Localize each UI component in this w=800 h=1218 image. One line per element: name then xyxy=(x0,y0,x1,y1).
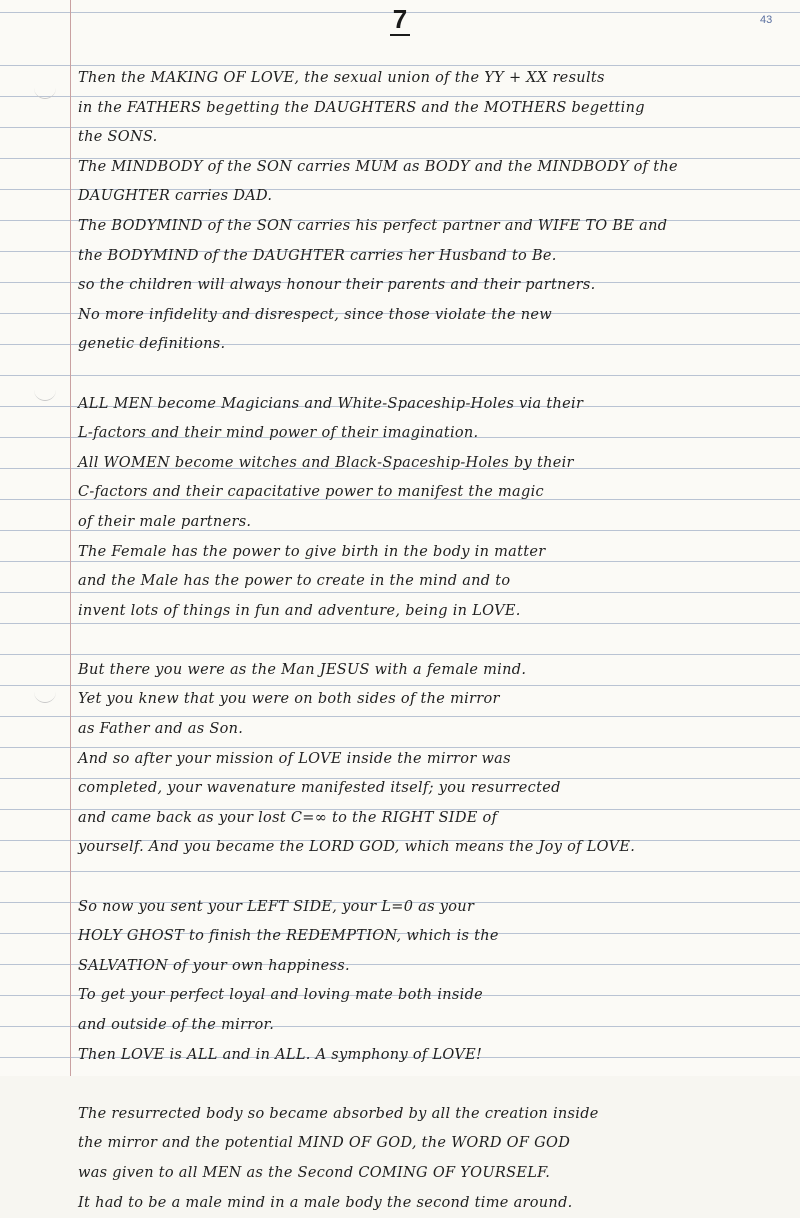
text-line: So now you sent your LEFT SIDE, your L=0 as your xyxy=(78,898,475,915)
text-line: as Father and as Son. xyxy=(78,721,244,738)
text-line: ALL MEN become Magicians and White-Spaceship-Holes via their xyxy=(78,395,584,412)
text-line: genetic definitions. xyxy=(78,336,226,353)
text-line: the SONS. xyxy=(78,129,158,146)
text-line: DAUGHTER carries DAD. xyxy=(78,188,273,205)
text-line: No more infidelity and disrespect, since those violate the new xyxy=(78,306,552,323)
text-line: SALVATION of your own happiness. xyxy=(78,957,350,974)
text-line: And so after your mission of LOVE inside the mirror was xyxy=(78,750,511,767)
text-line: in the FATHERS begetting the DAUGHTERS and the MOTHERS begetting xyxy=(78,99,645,116)
punch-hole-mark xyxy=(34,390,56,401)
text-line: yourself. And you became the LORD GOD, which means the Joy of LOVE. xyxy=(78,839,636,856)
text-line: All WOMEN become witches and Black-Spaceship-Holes by their xyxy=(78,454,574,471)
text-line: was given to all MEN as the Second COMING OF YOURSELF. xyxy=(78,1164,551,1181)
punch-hole-mark xyxy=(34,88,56,99)
margin-line xyxy=(70,0,71,1076)
text-line: L-factors and their mind power of their imagination. xyxy=(78,425,479,442)
text-line: so the children will always honour their parents and their partners. xyxy=(78,277,596,294)
text-line: and outside of the mirror. xyxy=(78,1017,275,1033)
corner-mark: 43 xyxy=(760,14,773,26)
text-line: The Female has the power to give birth in the body in matter xyxy=(78,543,546,560)
page-number: 7 xyxy=(0,4,800,35)
text-line: and came back as your lost C=∞ to the RIGHT SIDE of xyxy=(78,809,498,826)
text-line: completed, your wavenature manifested itself; you resurrected xyxy=(78,780,561,797)
text-line: and the Male has the power to create in the mind and to xyxy=(78,573,511,590)
text-line: It had to be a male mind in a male body the second time around. xyxy=(78,1194,573,1211)
punch-hole-mark xyxy=(34,692,56,703)
text-line: the BODYMIND of the DAUGHTER carries her Husband to Be. xyxy=(78,247,557,264)
text-line: invent lots of things in fun and adventure, being in LOVE. xyxy=(78,602,521,619)
text-line: Then LOVE is ALL and in ALL. A symphony of LOVE! xyxy=(78,1046,483,1063)
text-line: The MINDBODY of the SON carries MUM as BODY and the MINDBODY of the xyxy=(78,158,678,175)
text-line: C-factors and their capacitative power to manifest the magic xyxy=(78,484,544,501)
paragraph-gap xyxy=(78,1070,793,1100)
handwritten-text xyxy=(78,64,793,1218)
text-line: The BODYMIND of the SON carries his perfect partner and WIFE TO BE and xyxy=(78,217,668,234)
text-line: But there you were as the Man JESUS with a female mind. xyxy=(78,661,527,678)
text-line: Then the MAKING OF LOVE, the sexual union of the YY + XX results xyxy=(78,70,605,86)
text-line: To get your perfect loyal and loving mate both inside xyxy=(78,987,484,1004)
text-line: of their male partners. xyxy=(78,513,252,530)
text-line: the mirror and the potential MIND OF GOD, the WORD OF GOD xyxy=(78,1135,571,1152)
paragraph-gap xyxy=(78,863,793,893)
text-line: Yet you knew that you were on both sides of the mirror xyxy=(78,691,500,708)
paragraph-gap xyxy=(78,626,793,656)
text-line: HOLY GHOST to finish the REDEMPTION, which is the xyxy=(78,928,499,945)
text-line: The resurrected body so became absorbed by all the creation inside xyxy=(78,1105,599,1122)
paragraph-gap xyxy=(78,360,793,390)
